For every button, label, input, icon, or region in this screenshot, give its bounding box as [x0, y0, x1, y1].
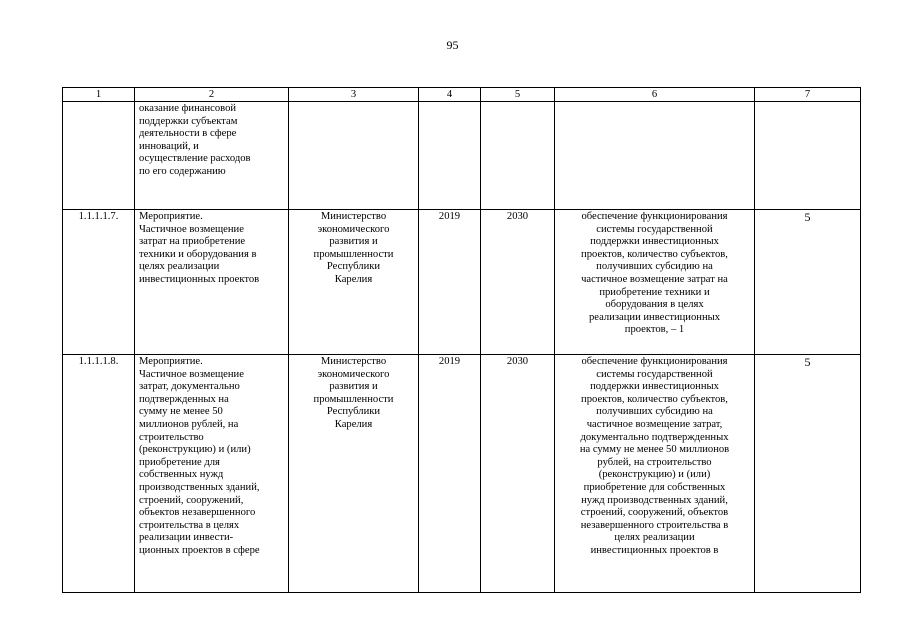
text-line: затрат на приобретение	[139, 236, 246, 248]
column-header-3: 3	[289, 88, 419, 102]
text-line: поддержки инвестиционных	[590, 236, 719, 248]
text-line: получивших субсидию на	[596, 261, 713, 273]
column-header-2: 2	[135, 88, 289, 102]
start-year: 2019	[419, 210, 481, 355]
text-line: Министерство	[320, 211, 387, 222]
text-line: строительства в целях	[139, 519, 240, 531]
text-line: техники и оборудования в	[139, 248, 257, 260]
end-year: 2030	[481, 355, 555, 593]
text-line: незавершенного строительства в	[580, 519, 729, 531]
text-line: оборудования в целях	[605, 299, 704, 311]
text-line: по его содержанию	[139, 165, 226, 177]
text-line: промышленности	[313, 393, 394, 405]
text-line: оказание финансовой	[139, 103, 237, 114]
text-line: производственных зданий,	[139, 481, 260, 493]
text-line: приобретение техники и	[599, 286, 710, 298]
text-line: Частичное возмещение	[139, 368, 244, 380]
expected-result	[555, 102, 755, 210]
text-line: системы государственной	[596, 368, 713, 380]
text-line: поддержки субъектам	[139, 115, 238, 127]
text-line: сумму не менее 50	[139, 406, 223, 418]
measure-name	[135, 355, 289, 593]
executor	[289, 102, 419, 210]
measure-name	[135, 102, 289, 210]
text-line: инвестиционных проектов в	[590, 544, 719, 556]
text-line: приобретение для собственных	[583, 481, 726, 493]
text-line: деятельности в сфере	[139, 128, 237, 140]
text-line: частичное возмещение затрат на	[581, 273, 728, 285]
text-line: проектов, – 1	[624, 324, 685, 336]
column-header-5: 5	[481, 88, 555, 102]
table-row	[63, 102, 861, 210]
indicator-link	[755, 102, 861, 210]
indicator-link: 5	[755, 210, 861, 355]
text-line: развития и	[329, 381, 378, 393]
text-line: приобретение для	[139, 456, 220, 468]
text-line: целях реализации	[139, 261, 220, 273]
text-line: документально подтвержденных	[580, 431, 729, 443]
text-line: затрат, документально	[139, 381, 240, 393]
table-header-row	[63, 88, 861, 102]
text-line: инноваций, и	[139, 140, 199, 152]
text-line: миллионов рублей, на	[139, 418, 239, 430]
table-row	[63, 210, 861, 355]
expected-result	[555, 355, 755, 593]
text-line: целях реализации	[614, 532, 695, 544]
text-line: объектов незавершенного	[139, 507, 256, 519]
row-number: 1.1.1.1.7.	[63, 210, 135, 355]
text-line: инвестиционных проектов	[139, 273, 260, 285]
text-line: строений, сооружений, объектов	[580, 507, 729, 519]
column-header-7: 7	[755, 88, 861, 102]
end-year: 2030	[481, 210, 555, 355]
text-line: Карелия	[334, 418, 373, 430]
executor	[289, 210, 419, 355]
text-line: на сумму не менее 50 миллионов	[579, 444, 730, 456]
text-line: Республики	[326, 261, 381, 273]
start-year: 2019	[419, 355, 481, 593]
text-line: частичное возмещение затрат,	[586, 418, 723, 430]
text-line: подтвержденных на	[139, 393, 229, 405]
text-line: Мероприятие.	[139, 211, 203, 222]
text-line: Частичное возмещение	[139, 223, 244, 235]
text-line: собственных нужд	[139, 469, 224, 481]
text-line: (реконструкцию) и (или)	[139, 444, 251, 456]
text-line: обеспечение функционирования	[581, 356, 728, 367]
text-line: развития и	[329, 236, 378, 248]
text-line: рублей, на строительство	[597, 456, 712, 468]
text-line: экономического	[317, 223, 390, 235]
column-header-4: 4	[419, 88, 481, 102]
text-line: строительство	[139, 431, 204, 443]
program-table	[62, 87, 861, 593]
text-line: поддержки инвестиционных	[590, 381, 719, 393]
indicator-link: 5	[755, 355, 861, 593]
text-line: реализации инвестиционных	[588, 311, 721, 323]
text-line: (реконструкцию) и (или)	[598, 469, 711, 481]
text-line: проектов, количество субъектов,	[581, 393, 728, 405]
text-line: ционных проектов в сфере	[139, 544, 260, 556]
text-line: проектов, количество субъектов,	[581, 248, 728, 260]
column-header-6: 6	[555, 88, 755, 102]
text-line: строений, сооружений,	[139, 494, 244, 506]
text-line: получивших субсидию на	[596, 406, 713, 418]
text-line: осуществление расходов	[139, 153, 251, 165]
text-line: Министерство	[320, 356, 387, 367]
measure-name	[135, 210, 289, 355]
table-row	[63, 355, 861, 593]
start-year	[419, 102, 481, 210]
text-line: Карелия	[334, 273, 373, 285]
executor	[289, 355, 419, 593]
column-header-1: 1	[63, 88, 135, 102]
text-line: Мероприятие.	[139, 356, 203, 367]
text-line: экономического	[317, 368, 390, 380]
text-line: реализации инвести-	[139, 532, 234, 544]
text-line: Республики	[326, 406, 381, 418]
page-number: 95	[446, 38, 459, 52]
text-line: обеспечение функционирования	[581, 211, 728, 222]
row-number	[63, 102, 135, 210]
end-year	[481, 102, 555, 210]
row-number: 1.1.1.1.8.	[63, 355, 135, 593]
text-line: промышленности	[313, 248, 394, 260]
text-line: нужд производственных зданий,	[581, 494, 728, 506]
text-line: системы государственной	[596, 223, 713, 235]
expected-result	[555, 210, 755, 355]
